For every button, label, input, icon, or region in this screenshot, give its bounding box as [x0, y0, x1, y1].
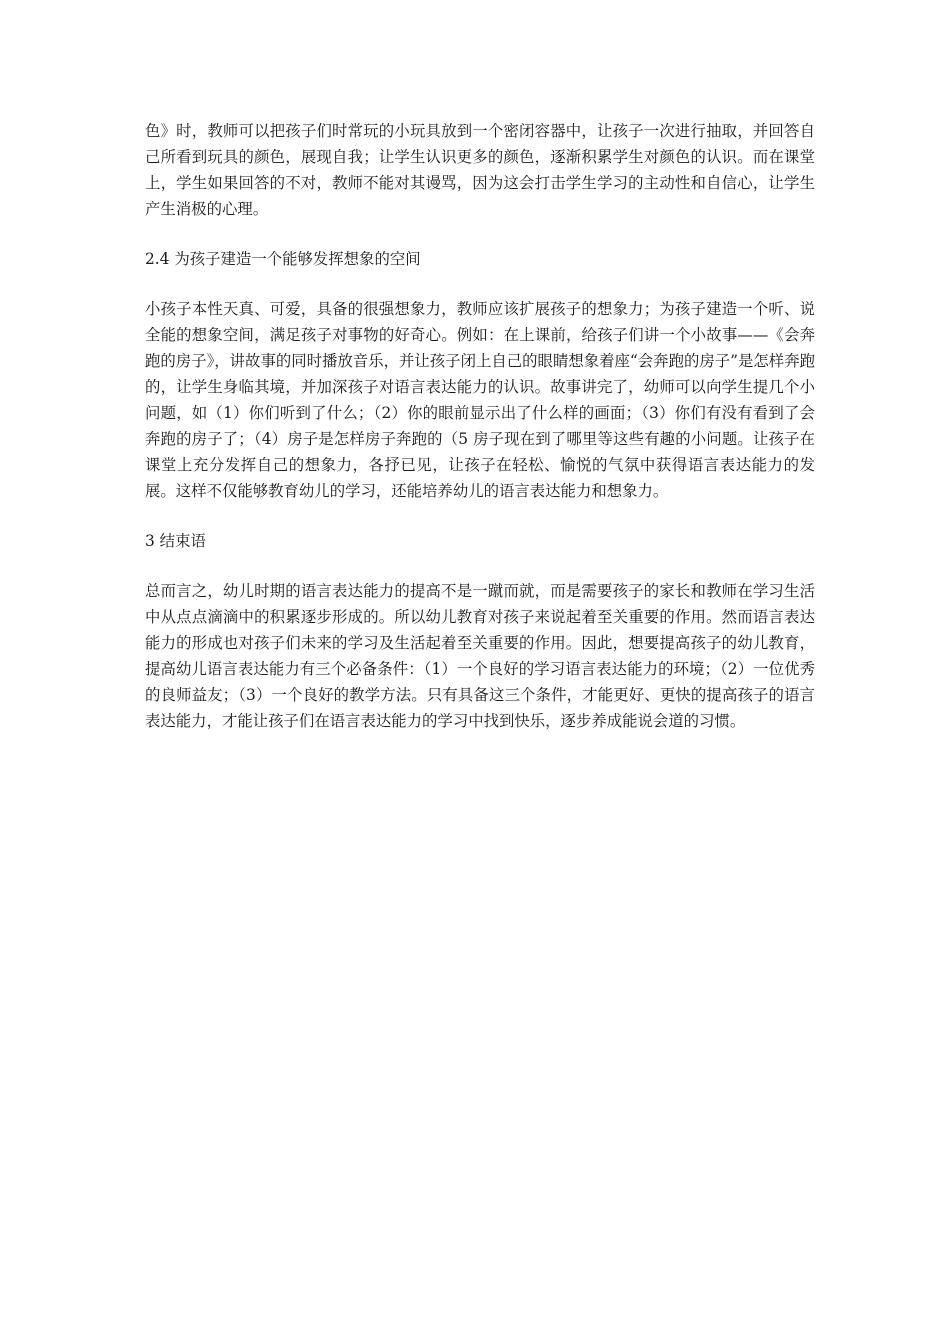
document-body — [145, 118, 815, 734]
paragraph-imagination-space: 小孩子本性天真、可爱，具备的很强想象力，教师应该扩展孩子的想象力；为孩子建造一个听、说全能的想象空间，满足孩子对事物的好奇心。例如：在上课前，给孩子们讲一个小故事——《会奔跑的房子》，讲故事的同时播放音乐，并让孩子闭上自己的眼睛想象着座“会奔跑的房子”是怎样奔跑的，让学生身临其境，并加深孩子对语言表达能力的认识。故事讲完了，幼师可以向学生提几个小问题，如（1）你们听到了什么；（2）你的眼前显示出了什么样的画面；（3）你们有没有看到了会奔跑的房子了；（4）房子是怎样房子奔跑的（5 房子现在到了哪里等这些有趣的小问题。让孩子在课堂上充分发挥自己的想象力，各抒已见，让孩子在轻松、愉悦的气氛中获得语言表达能力的发展。这样不仅能够教育幼儿的学习，还能培养幼儿的语言表达能力和想象力。 — [145, 300, 815, 500]
section-heading-3: 3 结束语 — [145, 532, 206, 550]
paragraph-conclusion: 总而言之，幼儿时期的语言表达能力的提高不是一蹴而就，而是需要孩子的家长和教师在学习生活中从点点滴滴中的积累逐步形成的。所以幼儿教育对孩子来说起着至关重要的作用。然而语言表达能力的形成也对孩子们未来的学习及生活起着至关重要的作用。因此，想要提高孩子的幼儿教育，提高幼儿语言表达能力有三个必备条件：（1）一个良好的学习语言表达能力的环境；（2）一位优秀的良师益友；（3）一个良好的教学方法。只有具备这三个条件，才能更好、更快的提高孩子的语言表达能力，才能让孩子们在语言表达能力的学习中找到快乐，逐步养成能说会道的习惯。 — [145, 582, 815, 730]
section-heading-2-4: 2.4 为孩子建造一个能够发挥想象的空间 — [145, 250, 421, 268]
paragraph-color-activity: 色》时，教师可以把孩子们时常玩的小玩具放到一个密闭容器中，让孩子一次进行抽取，并回答自己所看到玩具的颜色，展现自我；让学生认识更多的颜色，逐渐积累学生对颜色的认识。而在课堂上，学生如果回答的不对，教师不能对其谩骂，因为这会打击学生学习的主动性和自信心，让学生产生消极的心理。 — [145, 122, 815, 218]
